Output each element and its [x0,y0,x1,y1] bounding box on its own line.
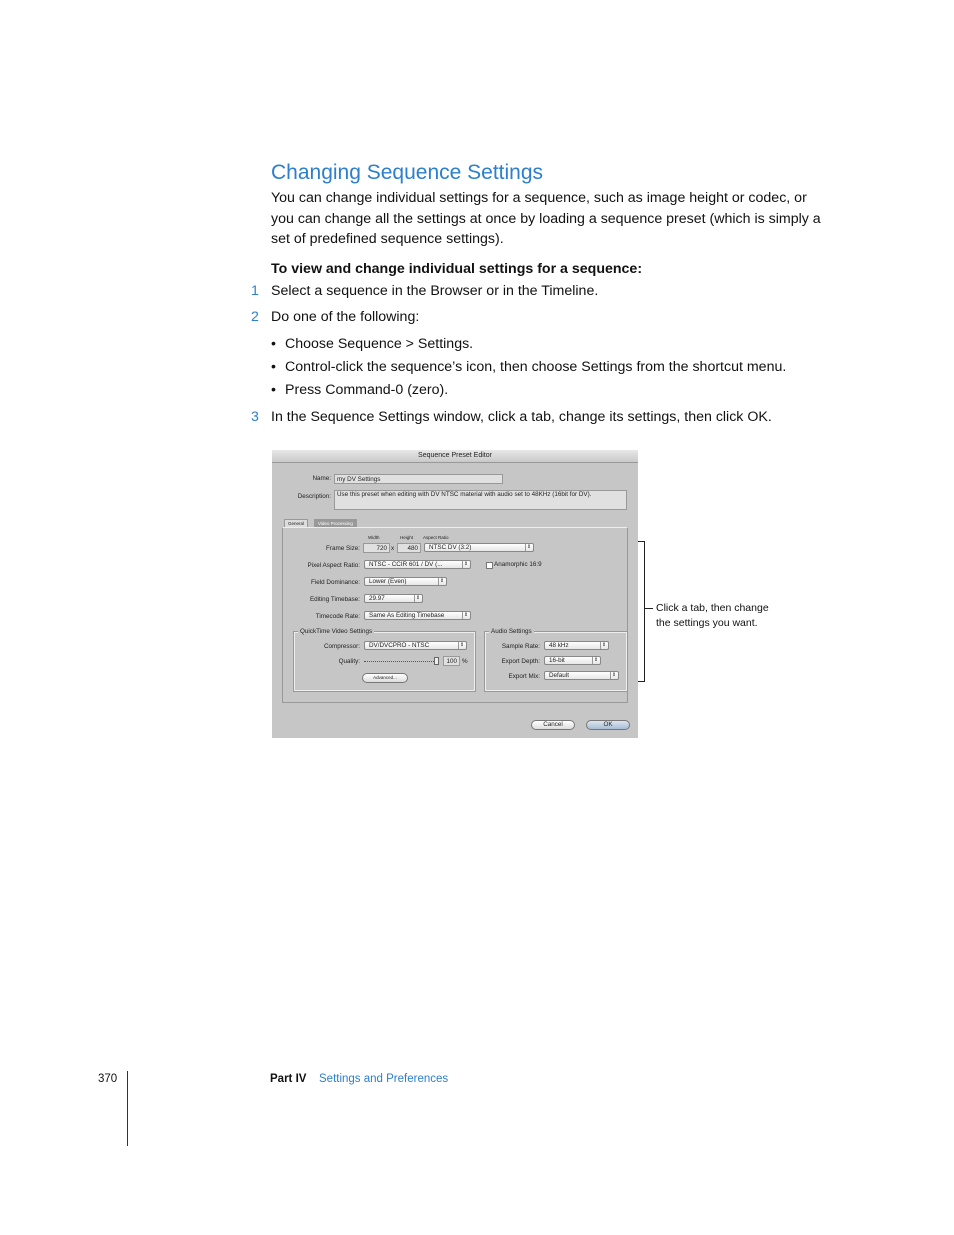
timecode-rate-label: Timecode Rate: [315,613,360,620]
aspect-ratio-label: Aspect Ratio [423,535,449,540]
step-text: Select a sequence in the Browser or in the Timeline. [271,283,599,299]
callout-bracket [638,541,645,682]
step-number: 3 [251,409,259,425]
footer-part: Part IV [270,1073,307,1085]
name-label: Name: [312,475,331,482]
popup-arrows-icon: ⇕ [459,642,465,648]
section-heading: Changing Sequence Settings [271,161,544,184]
callout-line-2: the settings you want. [656,617,758,629]
frame-size-label: Frame Size: [326,545,360,552]
name-input[interactable]: my DV Settings [334,474,503,484]
width-input[interactable]: 720 [363,543,390,553]
bullet-item: Press Command-0 (zero). [285,382,449,398]
popup-arrows-icon: ⇕ [593,657,599,663]
export-depth-value: 16-bit [549,657,565,664]
timecode-rate-value: Same As Editing Timebase [369,612,445,619]
popup-arrows-icon: ⇕ [463,612,469,618]
quality-slider[interactable] [364,661,438,662]
anamorphic-checkbox[interactable] [486,562,493,569]
bullet-dot: • [271,382,276,398]
sample-rate-popup[interactable] [544,641,609,650]
export-mix-popup[interactable] [544,671,619,680]
quality-input[interactable]: 100 [443,656,460,666]
editing-timebase-label: Editing Timebase: [309,596,360,603]
ok-button[interactable]: OK [586,720,630,730]
sequence-preset-editor-dialog [272,450,638,738]
bullet-item: Choose Sequence > Settings. [285,336,474,352]
page-number: 370 [98,1073,118,1085]
footer-divider [127,1071,128,1146]
step-text: In the Sequence Settings window, click a tab, change its settings, then click OK. [271,409,772,425]
description-input[interactable]: Use this preset when editing with DV NTSC material with audio set to 48KHz (16bit for DV). [334,490,627,510]
tab-video-processing[interactable]: Video Processing [314,519,357,528]
pixel-aspect-value: NTSC - CCIR 601 / DV (... [369,561,443,568]
popup-arrows-icon: ⇕ [526,544,532,550]
advanced-button[interactable]: Advanced... [362,673,408,683]
popup-arrows-icon: ⇕ [463,561,469,567]
footer-section-link[interactable]: Settings and Preferences [319,1073,449,1085]
times-sign: x [391,545,395,552]
cancel-button[interactable]: Cancel [531,720,575,730]
bullet-item: Control-click the sequence’s icon, then choose Settings from the shortcut menu. [285,359,787,375]
callout-text [656,601,769,631]
export-depth-popup[interactable] [544,656,601,665]
editing-timebase-popup[interactable] [364,594,423,603]
timecode-rate-popup[interactable] [364,611,471,620]
callout-line [645,608,653,609]
bullet-dot: • [271,359,276,375]
bullet-dot: • [271,336,276,352]
width-label: Width [368,535,380,540]
aspect-ratio-value: NTSC DV (3:2) [429,544,472,551]
field-dominance-value: Lower (Even) [369,578,407,585]
intro-paragraph: You can change individual settings for a sequence, such as image height or codec, or you can change all the settings at once by loading a sequence preset (which is simply a set of predefined sequence settings). [271,190,821,247]
task-heading: To view and change individual settings for a sequence: [271,261,643,277]
aspect-ratio-popup[interactable] [424,543,534,552]
export-mix-label: Export Mix: [508,673,540,680]
tab-general[interactable]: General [284,519,308,528]
height-input[interactable]: 480 [397,543,421,553]
popup-arrows-icon: ⇕ [439,578,445,584]
sample-rate-label: Sample Rate: [501,643,540,650]
popup-arrows-icon: ⇕ [611,672,617,678]
pixel-aspect-popup[interactable] [364,560,471,569]
step-number: 1 [251,283,259,299]
step-number: 2 [251,309,259,325]
audio-group-label: Audio Settings [491,628,532,635]
quality-label: Quality: [338,658,360,665]
quality-unit: % [462,658,468,665]
field-dominance-label: Field Dominance: [311,579,360,586]
compressor-value: DV/DVCPRO - NTSC [369,642,430,649]
quicktime-group-label: QuickTime Video Settings [300,628,373,635]
export-mix-value: Default [549,672,569,679]
popup-arrows-icon: ⇕ [601,642,607,648]
callout-line-1: Click a tab, then change [656,602,769,614]
popup-arrows-icon: ⇕ [415,595,421,601]
height-label: Height [400,535,414,540]
step-text: Do one of the following: [271,309,420,325]
field-dominance-popup[interactable] [364,577,447,586]
pixel-aspect-label: Pixel Aspect Ratio: [307,562,360,569]
anamorphic-label: Anamorphic 16:9 [494,561,542,568]
sample-rate-value: 48 kHz [549,642,569,649]
dialog-title: Sequence Preset Editor [272,450,638,463]
export-depth-label: Export Depth: [501,658,540,665]
description-label: Description: [297,493,331,500]
editing-timebase-value: 29.97 [369,595,385,602]
compressor-label: Compressor: [323,643,360,650]
